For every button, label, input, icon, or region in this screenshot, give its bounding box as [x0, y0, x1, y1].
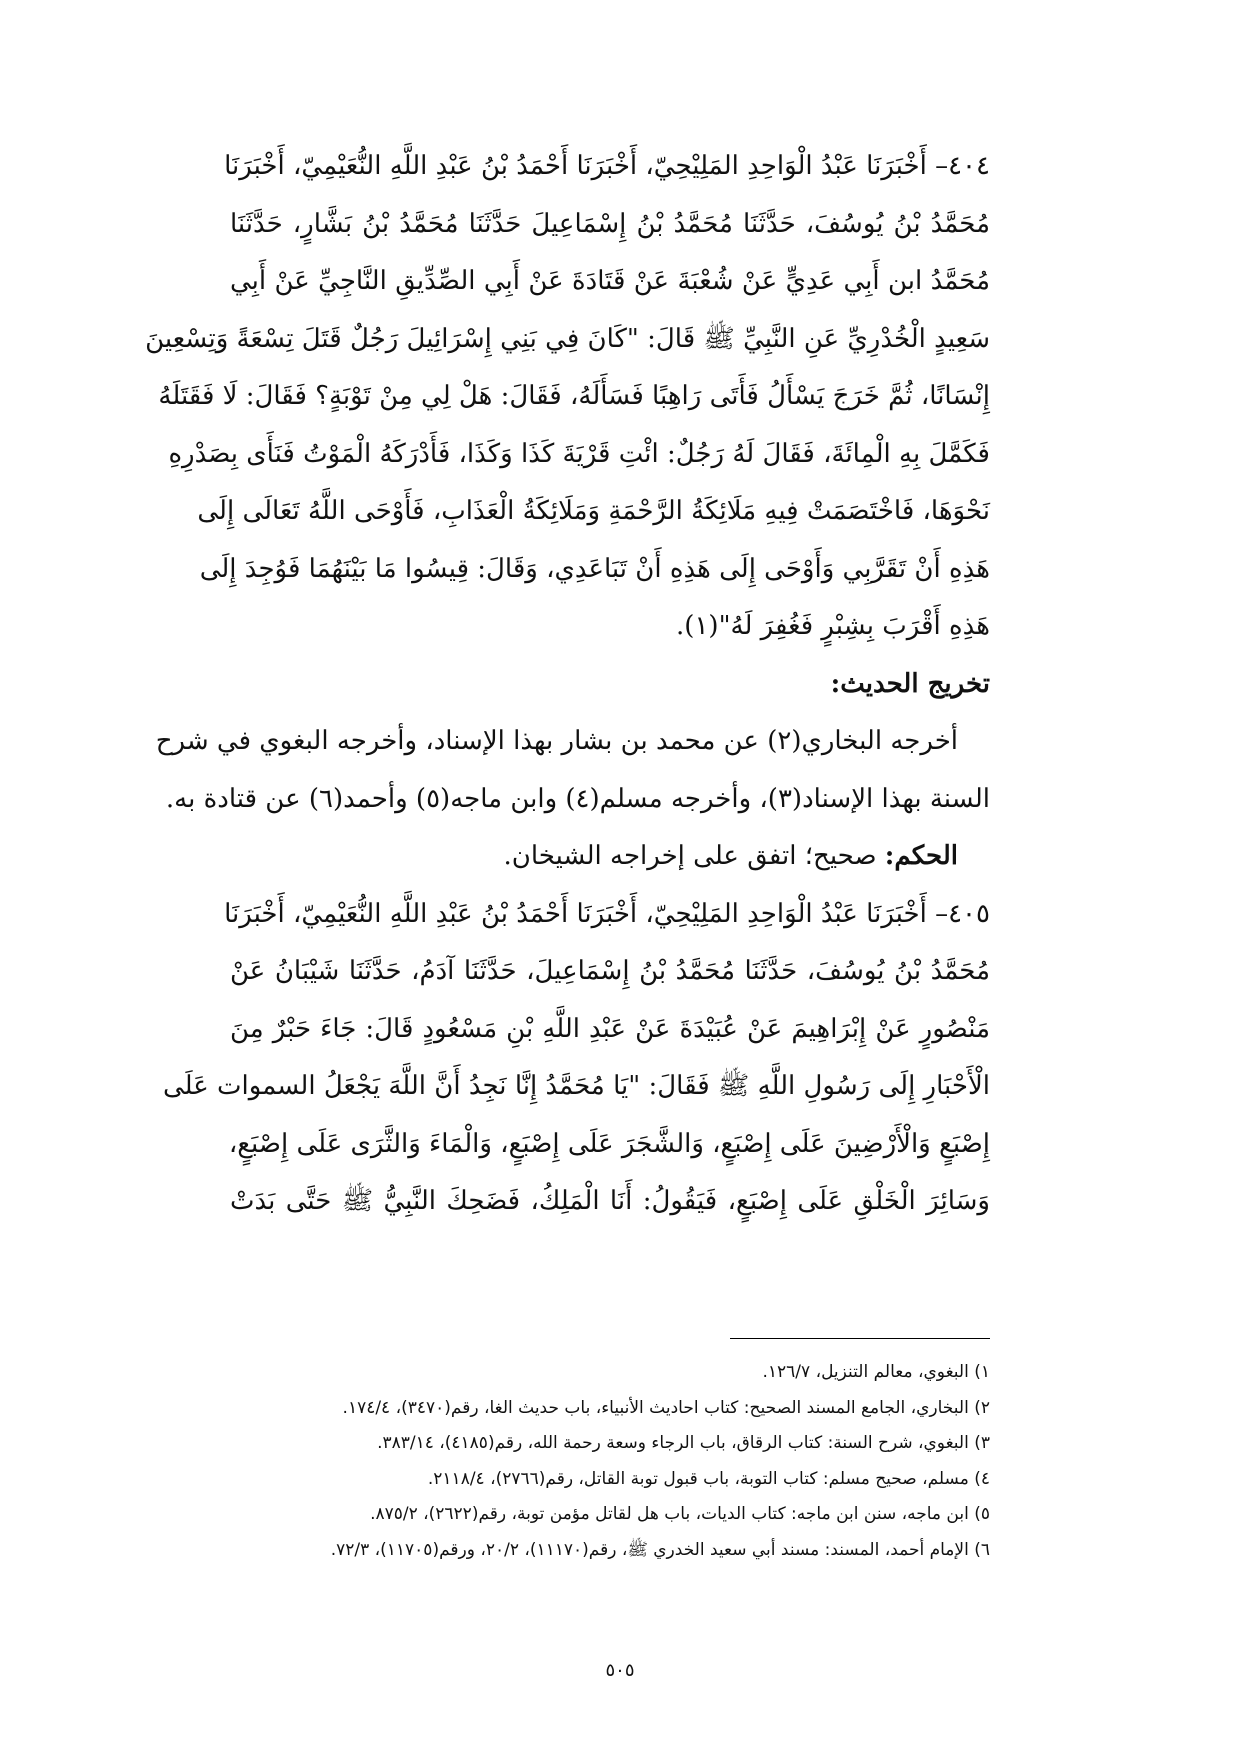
hadith-404-line-7: نَحْوَهَا، فَاخْتَصَمَتْ فِيهِ مَلَائِكَةُ الرَّحْمَةِ وَمَلَائِكَةُ الْعَذَابِ، فَأَوْحَى اللَّهُ تَعَالَى إِلَى [197, 496, 990, 526]
page-number: ٥٠٥ [605, 1660, 635, 1681]
takhrij-line-1: أخرجه البخاري(٢) عن محمد بن بشار بهذا الإسناد، وأخرجه البغوي في شرح [155, 726, 958, 756]
verdict-line [230, 828, 990, 886]
footnote-6: ٦) الإمام أحمد، المسند: مسند أبي سعيد الخدري ﷺ، رقم(١١١٧٠)، ٢٠/٢، ورقم(١١٧٠٥)، ٧٢/٣. [330, 1539, 990, 1560]
footnote-2: ٢) البخاري، الجامع المسند الصحيح: كتاب احاديث الأنبياء، باب حديث الغا، رقم(٣٤٧٠)، ١٧٤/٤. [342, 1397, 990, 1418]
main-text [145, 138, 990, 1231]
hadith-404-line-5: إِنْسَانًا، ثُمَّ خَرَجَ يَسْأَلُ فَأَتَى رَاهِبًا فَسَأَلَهُ، فَقَالَ: هَلْ لِي مِنْ تَوْبَةٍ؟ فَقَالَ: لَا فَقَتَلَهُ [158, 381, 990, 411]
hadith-405-line-2: مُحَمَّدُ بْنُ يُوسُفَ، حَدَّثَنَا مُحَمَّدُ بْنُ إِسْمَاعِيلَ، حَدَّثَنَا آدَمُ، حَدَّثَنَا شَيْبَانُ عَنْ [230, 956, 990, 986]
hadith-404-line-4: سَعِيدٍ الْخُدْرِيِّ عَنِ النَّبِيِّ ﷺ قَالَ: "كَانَ فِي بَنِي إِسْرَائِيلَ رَجُلٌ قَتَلَ تِسْعَةً وَتِسْعِينَ [145, 323, 990, 354]
hadith-405-line-5: إِصْبَعٍ وَالْأَرْضِينَ عَلَى إِصْبَعٍ، وَالشَّجَرَ عَلَى إِصْبَعٍ، وَالْمَاءَ وَالثَّرَى عَلَى إِصْبَعٍ، [228, 1128, 990, 1159]
hadith-405-line-3: مَنْصُورٍ عَنْ إِبْرَاهِيمَ عَنْ عُبَيْدَةَ عَنْ عَبْدِ اللَّهِ بْنِ مَسْعُودٍ قَالَ: جَاءَ حَبْرٌ مِنَ [230, 1013, 990, 1044]
hadith-404-line-2: مُحَمَّدُ بْنُ يُوسُفَ، حَدَّثَنَا مُحَمَّدُ بْنُ إِسْمَاعِيلَ حَدَّثَنَا مُحَمَّدُ بْنُ بَشَّارٍ، حَدَّثَنَا [230, 208, 990, 239]
takhrij-line-2: السنة بهذا الإسناد(٣)، وأخرجه مسلم(٤) وابن ماجه(٥) وأحمد(٦) عن قتادة به. [165, 783, 990, 814]
hadith-404-line-9: هَذِهِ أَقْرَبَ بِشِبْرٍ فَغُفِرَ لَهُ"(١). [676, 611, 990, 641]
footnote-divider [730, 1338, 990, 1339]
hadith-404-line-3: مُحَمَّدُ ابن أَبِي عَدِيٍّ عَنْ شُعْبَةَ عَنْ قَتَادَةَ عَنْ أَبِي الصِّدِّيقِ النَّاجِيِّ عَنْ أَبِي [230, 266, 990, 296]
hadith-405-line-4: الْأَحْبَارِ إِلَى رَسُولِ اللَّهِ ﷺ فَقَالَ: "يَا مُحَمَّدُ إِنَّا نَجِدُ أَنَّ اللَّهَ يَجْعَلُ السموات عَلَى [163, 1071, 990, 1101]
footnote-4: ٤) مسلم، صحيح مسلم: كتاب التوبة، باب قبول توبة القاتل، رقم(٢٧٦٦)، ٢١١٨/٤. [427, 1468, 990, 1489]
hadith-405-line-6: وَسَائِرَ الْخَلْقِ عَلَى إِصْبَعٍ، فَيَقُولُ: أَنَا الْمَلِكُ، فَضَحِكَ النَّبِيُّ ﷺ حَتَّى بَدَتْ [230, 1186, 990, 1216]
footnote-3: ٣) البغوي، شرح السنة: كتاب الرقاق، باب الرجاء وسعة رحمة الله، رقم(٤١٨٥)، ٣٨٣/١٤. [377, 1433, 990, 1453]
footnotes [200, 1355, 990, 1568]
takhrij-heading: تخريج الحديث: [830, 668, 990, 699]
hadith-404-line-6: فَكَمَّلَ بِهِ الْمِائَةَ، فَقَالَ لَهُ رَجُلٌ: ائْتِ قَرْيَةَ كَذَا وَكَذَا، فَأَدْرَكَهُ الْمَوْتُ فَنَأَى بِصَدْرِهِ [168, 438, 990, 469]
verdict-label: الحكم: [884, 841, 958, 871]
hadith-405-line-1: ٤٠٥– أَخْبَرَنَا عَبْدُ الْوَاحِدِ المَلِيْحِيّ، أَخْبَرَنَا أَحْمَدُ بْنُ عَبْدِ اللَّهِ النُّعَيْمِيّ، أَخْبَرَنَا [224, 898, 990, 929]
footnote-1: ١) البغوي، معالم التنزيل، ١٢٦/٧. [762, 1362, 990, 1382]
hadith-404-line-1: ٤٠٤– أَخْبَرَنَا عَبْدُ الْوَاحِدِ المَلِيْحِيّ، أَخْبَرَنَا أَحْمَدُ بْنُ عَبْدِ اللَّهِ النُّعَيْمِيّ، أَخْبَرَنَا [224, 151, 990, 181]
hadith-404-line-8: هَذِهِ أَنْ تَقَرَّبِي وَأَوْحَى إِلَى هَذِهِ أَنْ تَبَاعَدِي، وَقَالَ: قِيسُوا مَا بَيْنَهُمَا فَوُجِدَ إِلَى [199, 553, 990, 584]
footnote-5: ٥) ابن ماجه، سنن ابن ماجه: كتاب الديات، باب هل لقاتل مؤمن توبة، رقم(٢٦٢٢)، ٨٧٥/٢. [370, 1504, 990, 1524]
verdict-text: صحيح؛ اتفق على إخراجه الشيخان. [503, 841, 885, 871]
